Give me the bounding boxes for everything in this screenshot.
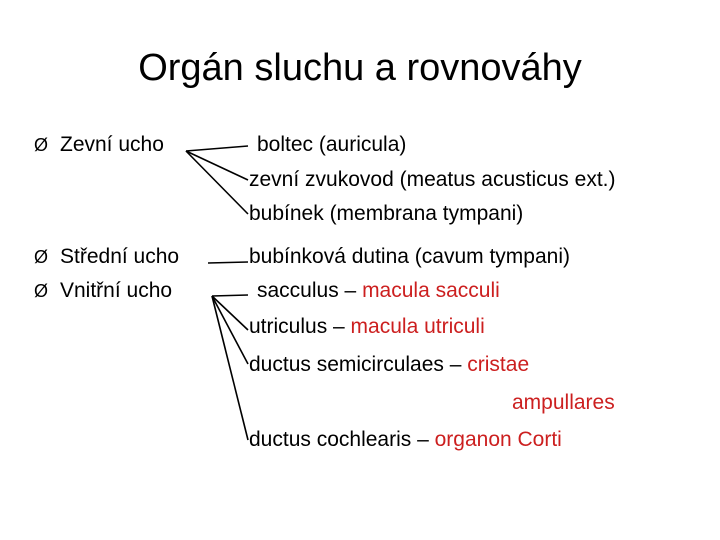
section-label: Vnitřní ucho	[60, 279, 173, 302]
section-label: Střední ucho	[60, 245, 180, 268]
item-text: ductus semicirculaes –	[249, 353, 468, 376]
item-ampullares	[512, 390, 615, 416]
item-ductus-semicirculaes	[249, 352, 529, 378]
section-label: Zevní ucho	[60, 133, 164, 156]
slide-title: Orgán sluchu a rovnováhy	[138, 47, 582, 89]
arrow-bullet-icon: Ø	[34, 247, 49, 267]
item-text: zevní zvukovod (meatus acusticus ext.)	[249, 168, 616, 191]
item-highlight: ampullares	[512, 391, 615, 414]
connector-line	[212, 296, 248, 440]
item-text: boltec (auricula)	[257, 133, 407, 156]
section-stredni-ucho	[34, 244, 179, 270]
item-highlight: macula utriculi	[350, 315, 485, 338]
item-text: bubínek (membrana tympani)	[249, 202, 524, 225]
item-zevni-zvukovod	[249, 167, 616, 193]
arrow-bullet-icon: Ø	[34, 135, 49, 155]
item-text: ductus cochlearis –	[249, 428, 435, 451]
item-highlight: macula sacculi	[362, 279, 500, 302]
section-vnitrni-ucho	[34, 278, 172, 304]
item-highlight: organon Corti	[434, 428, 562, 451]
item-ductus-cochlearis	[249, 427, 562, 453]
connector-line	[186, 151, 248, 180]
item-utriculus	[249, 314, 485, 340]
item-boltec	[257, 132, 406, 158]
connector-line	[212, 295, 248, 296]
connector-line	[212, 296, 248, 364]
arrow-bullet-icon: Ø	[34, 281, 49, 301]
item-bubinek	[249, 201, 523, 227]
connector-line	[208, 262, 248, 263]
connector-line	[186, 151, 248, 214]
item-text: bubínková dutina (cavum tympani)	[249, 245, 570, 268]
item-bubinkova-dutina	[249, 244, 570, 270]
section-zevni-ucho	[34, 132, 164, 158]
connector-line	[212, 296, 248, 330]
item-text: utriculus –	[249, 315, 351, 338]
item-text: sacculus –	[257, 279, 363, 302]
item-highlight: cristae	[467, 353, 530, 376]
item-sacculus	[257, 278, 500, 304]
connector-line	[186, 146, 248, 151]
